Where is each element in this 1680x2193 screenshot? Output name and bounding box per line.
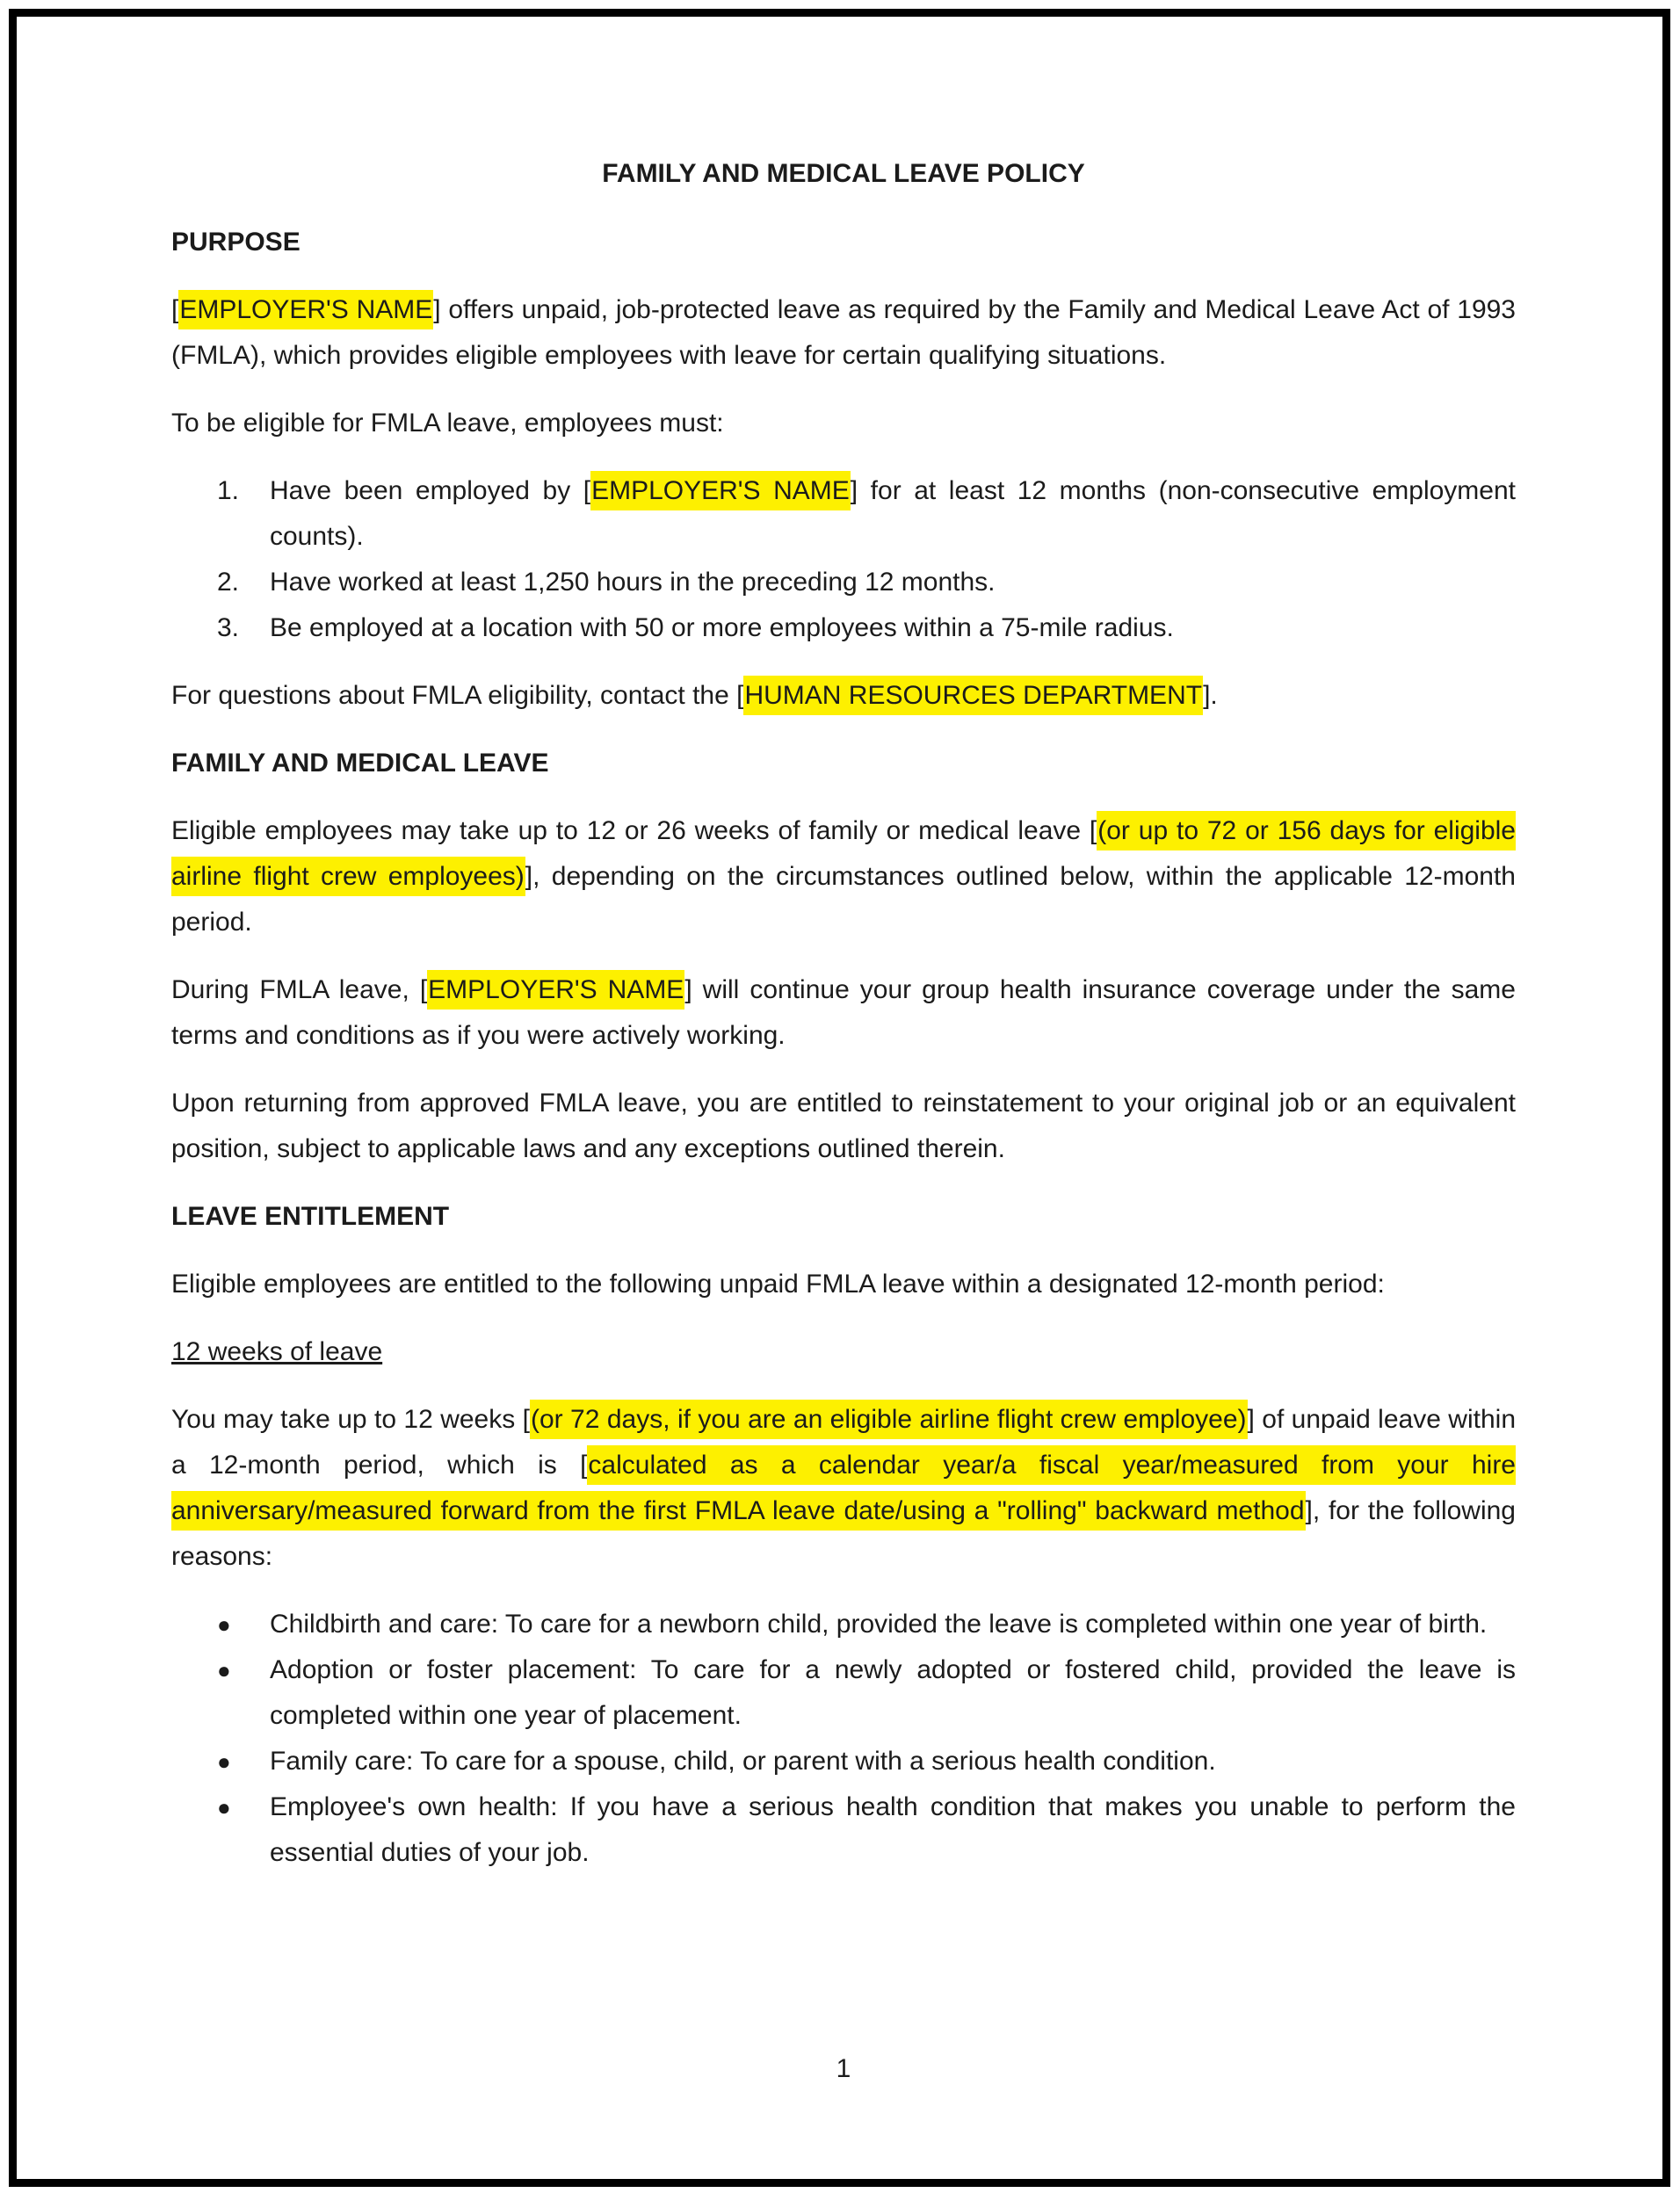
heading-family-medical-leave: FAMILY AND MEDICAL LEAVE [171,749,549,778]
bullet-icon: ● [217,1794,231,1820]
placeholder-hr-department: HUMAN RESOURCES DEPARTMENT [743,676,1203,715]
list-number: 3. [217,613,240,642]
text-run: For questions about FMLA eligibility, contact the [ [171,681,744,710]
list-item [217,1739,1516,1784]
text-run: Have worked at least 1,250 hours in the preceding 12 months. [270,568,996,597]
list-item-text: Family care: To care for a spouse, child, or parent with a serious health condition. [270,1747,1216,1776]
subheading-12-weeks: 12 weeks of leave [171,1337,383,1366]
list-item-text: Employee's own health: If you have a serious health condition that makes you unable to perform the essential duties of your job. [270,1792,1516,1867]
list-item [217,468,1516,560]
paragraph-reinstatement: Upon returning from approved FMLA leave, you are entitled to reinstatement to your original job or an equivalent position, subject to applicable laws and any exceptions outlined therein. [171,1089,1516,1163]
page-number: 1 [836,2054,851,2083]
paragraph-insurance [171,967,1516,1059]
list-item [217,1602,1516,1647]
text-run: Eligible employees may take up to 12 or 26 weeks of family or medical leave [ [171,816,1097,845]
list-item-text: Adoption or foster placement: To care for a newly adopted or fostered child, provided the leave is completed within one year of placement. [270,1655,1516,1730]
list-item-text: Childbirth and care: To care for a newborn child, provided the leave is completed within one year of birth. [270,1610,1488,1639]
document-title: FAMILY AND MEDICAL LEAVE POLICY [602,159,1085,188]
paragraph-purpose-intro [171,287,1516,379]
heading-leave-entitlement: LEAVE ENTITLEMENT [171,1202,450,1231]
paragraph-leave-weeks [171,808,1516,945]
placeholder-employer-name: EMPLOYER'S NAME [427,970,684,1010]
list-number: 2. [217,568,240,597]
bullet-icon: ● [217,1611,231,1638]
list-item-text [270,605,1516,651]
list-item [217,1784,1516,1876]
placeholder-employer-name: EMPLOYER'S NAME [178,290,433,329]
text-run: Have been employed by [ [270,476,591,505]
list-number: 1. [217,476,240,505]
paragraph-12-weeks-detail [171,1397,1516,1580]
list-item [217,560,1516,605]
text-run: ] of unpaid leave within a 12-month period, which is [ [171,1405,1517,1480]
placeholder-12-month-method: calculated as a calendar year/a fiscal year/measured from your hire anniversary/measured forward from the first FMLA leave date/using a "rolling" backward method [171,1445,1516,1531]
placeholder-flight-crew-72-days: (or 72 days, if you are an eligible airline flight crew employee) [530,1400,1248,1439]
text-run: Be employed at a location with 50 or more employees within a 75-mile radius. [270,613,1174,642]
document-body [171,151,1516,1898]
paragraph-eligibility-lead: To be eligible for FMLA leave, employees must: [171,409,724,438]
bullet-icon: ● [217,1657,231,1683]
paragraph-questions [171,673,1516,719]
text-run: ] will continue your group health insurance coverage under the same terms and conditions as if you were actively working. [171,975,1516,1050]
text-run: ]. [1203,681,1218,710]
numbered-list-eligibility [171,468,1516,651]
text-run: ], for the following reasons: [171,1496,1516,1571]
text-run: During FMLA leave, [ [171,975,428,1004]
list-item [217,605,1516,651]
list-item-text [270,560,1516,605]
bullet-list-reasons [171,1602,1516,1876]
list-item [217,1647,1516,1739]
paragraph-entitlement-lead: Eligible employees are entitled to the following unpaid FMLA leave within a designated 12-month period: [171,1270,1385,1299]
bullet-icon: ● [217,1748,231,1775]
list-item-text [270,468,1516,560]
text-run: You may take up to 12 weeks [ [171,1405,530,1434]
text-run: ] offers unpaid, job-protected leave as required by the Family and Medical Leave Act of 1993 (FMLA), which provides eligible employees with leave for certain qualifying situations. [171,295,1516,370]
placeholder-employer-name: EMPLOYER'S NAME [590,471,851,510]
placeholder-flight-crew-days: (or up to 72 or 156 days for eligible airline flight crew employees) [171,811,1516,896]
text-run: ] for at least 12 months (non-consecutive employment counts). [270,476,1516,551]
text-run: [ [171,295,179,324]
heading-purpose: PURPOSE [171,228,301,257]
text-run: ], depending on the circumstances outlined below, within the applicable 12-month period. [171,862,1516,937]
